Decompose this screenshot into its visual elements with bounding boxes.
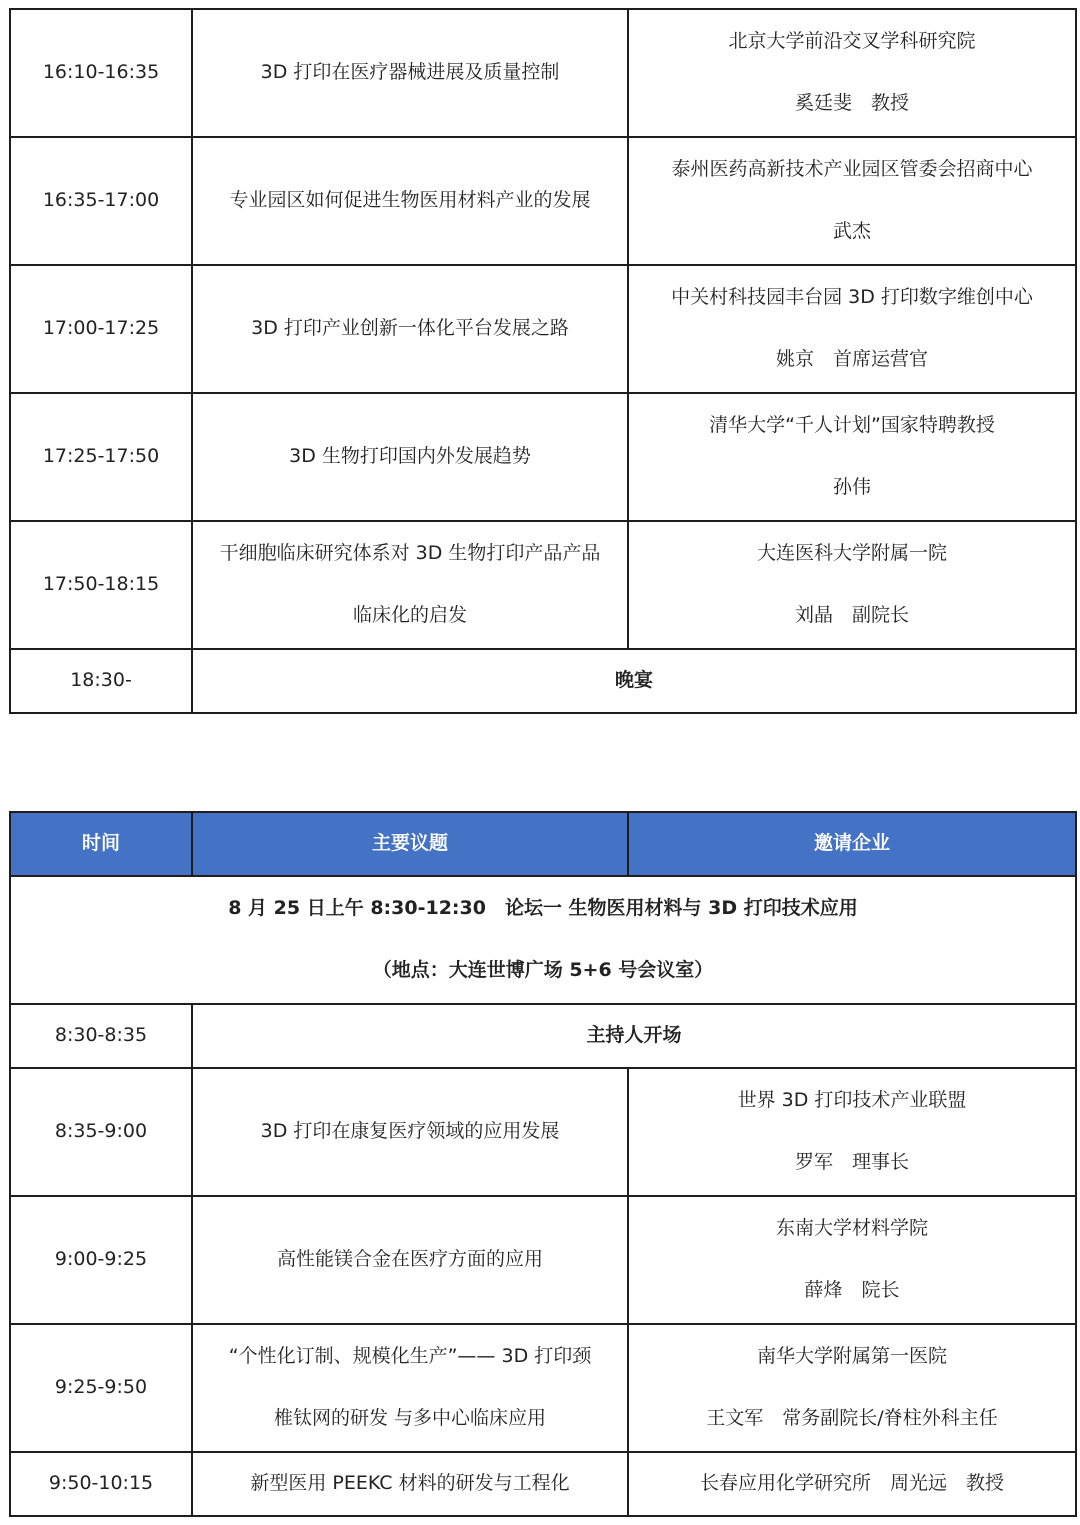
topic-cell: 高性能镁合金在医疗方面的应用 bbox=[192, 1196, 628, 1324]
time-cell: 9:25-9:50 bbox=[10, 1324, 192, 1452]
column-header-topic: 主要议题 bbox=[192, 812, 628, 876]
topic-cell: 3D 生物打印国内外发展趋势 bbox=[192, 393, 628, 521]
guest-cell: 泰州医药高新技术产业园区管委会招商中心 武杰 bbox=[628, 137, 1076, 265]
forum-title-row bbox=[10, 876, 1076, 1004]
table-row bbox=[10, 1452, 1076, 1516]
guest-cell: 长春应用化学研究所 周光远 教授 bbox=[628, 1452, 1076, 1516]
time-cell: 8:35-9:00 bbox=[10, 1068, 192, 1196]
opening-label: 主持人开场 bbox=[192, 1004, 1076, 1068]
time-cell: 17:50-18:15 bbox=[10, 521, 192, 649]
table-row bbox=[10, 9, 1076, 137]
table-header-row bbox=[10, 812, 1076, 876]
topic-cell: 3D 打印产业创新一体化平台发展之路 bbox=[192, 265, 628, 393]
forum-title-cell bbox=[10, 876, 1076, 1004]
schedule-table-1 bbox=[9, 8, 1077, 714]
column-header-time: 时间 bbox=[10, 812, 192, 876]
forum-venue: （地点：大连世博广场 5+6 号会议室） bbox=[372, 959, 714, 981]
guest-cell: 东南大学材料学院 薛烽 院长 bbox=[628, 1196, 1076, 1324]
table-row bbox=[10, 265, 1076, 393]
table-row bbox=[10, 521, 1076, 649]
forum-title: 8 月 25 日上午 8:30-12:30 论坛一 生物医用材料与 3D 打印技术应用 bbox=[228, 897, 858, 920]
topic-cell: 3D 打印在医疗器械进展及质量控制 bbox=[192, 9, 628, 137]
time-cell: 8:30-8:35 bbox=[10, 1004, 192, 1068]
guest-cell: 世界 3D 打印技术产业联盟 罗军 理事长 bbox=[628, 1068, 1076, 1196]
guest-cell: 中关村科技园丰台园 3D 打印数字维创中心 姚京 首席运营官 bbox=[628, 265, 1076, 393]
time-cell: 18:30- bbox=[10, 649, 192, 713]
guest-cell: 清华大学“千人计划”国家特聘教授 孙伟 bbox=[628, 393, 1076, 521]
topic-cell: 干细胞临床研究体系对 3D 生物打印产品产品 临床化的启发 bbox=[192, 521, 628, 649]
table-row bbox=[10, 393, 1076, 521]
topic-cell: 新型医用 PEEKC 材料的研发与工程化 bbox=[192, 1452, 628, 1516]
table-row bbox=[10, 1324, 1076, 1452]
banquet-row bbox=[10, 649, 1076, 713]
topic-cell: 专业园区如何促进生物医用材料产业的发展 bbox=[192, 137, 628, 265]
table-row bbox=[10, 137, 1076, 265]
guest-cell: 南华大学附属第一医院 王文军 常务副院长/脊柱外科主任 bbox=[628, 1324, 1076, 1452]
table-row bbox=[10, 1068, 1076, 1196]
opening-row bbox=[10, 1004, 1076, 1068]
time-cell: 16:10-16:35 bbox=[10, 9, 192, 137]
schedule-table-2 bbox=[9, 811, 1077, 1517]
time-cell: 9:50-10:15 bbox=[10, 1452, 192, 1516]
guest-cell: 大连医科大学附属一院 刘晶 副院长 bbox=[628, 521, 1076, 649]
topic-cell: “个性化订制、规模化生产”—— 3D 打印颈 椎钛网的研发 与多中心临床应用 bbox=[192, 1324, 628, 1452]
time-cell: 17:00-17:25 bbox=[10, 265, 192, 393]
topic-cell: 3D 打印在康复医疗领域的应用发展 bbox=[192, 1068, 628, 1196]
time-cell: 17:25-17:50 bbox=[10, 393, 192, 521]
time-cell: 16:35-17:00 bbox=[10, 137, 192, 265]
time-cell: 9:00-9:25 bbox=[10, 1196, 192, 1324]
table-row bbox=[10, 1196, 1076, 1324]
column-header-guest: 邀请企业 bbox=[628, 812, 1076, 876]
banquet-label: 晚宴 bbox=[192, 649, 1076, 713]
guest-cell: 北京大学前沿交叉学科研究院 奚廷斐 教授 bbox=[628, 9, 1076, 137]
